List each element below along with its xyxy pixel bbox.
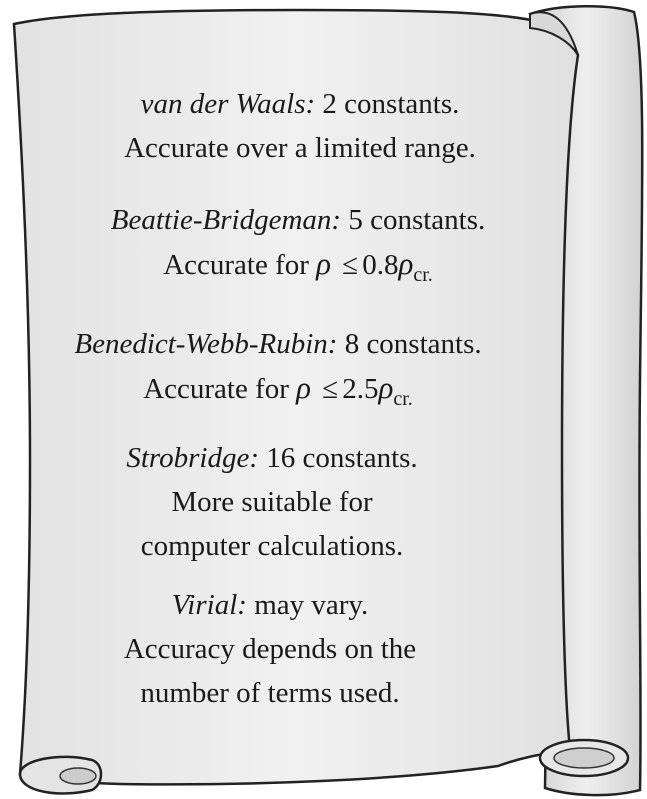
entry-description: Accurate for $\rho \le 0.8\rho_{cr.}$: [163, 246, 433, 286]
constants-count: 16 constants.: [266, 442, 418, 474]
leq-symbol: ≤: [322, 373, 339, 405]
entry-van-der-waals: [30, 82, 570, 170]
leq-symbol: ≤: [342, 249, 359, 281]
entry-heading: Strobridge: 16 constants.: [126, 442, 418, 474]
entry-description: Accurate over a limited range.: [124, 132, 476, 164]
rho-symbol: ρ: [398, 246, 414, 281]
density-coefficient: 2.5: [342, 373, 379, 405]
rho-symbol: ρ: [296, 370, 312, 405]
entry-description-line: Accuracy depends on the: [123, 633, 417, 665]
entry-description-line: computer calculations.: [140, 530, 404, 562]
critical-subscript: cr.: [413, 264, 433, 286]
entry-beattie-bridgeman: [28, 198, 568, 287]
entry-description-line: More suitable for: [171, 486, 373, 518]
entry-heading: Beattie-Bridgeman: 5 constants.: [110, 204, 486, 236]
rho-symbol: ρ: [316, 246, 332, 281]
equation-name: Strobridge: [126, 442, 250, 474]
equation-name: Beattie-Bridgeman: [110, 204, 332, 236]
constants-count: 5 constants.: [348, 204, 486, 236]
entry-strobridge: [2, 436, 542, 568]
entry-heading: van der Waals: 2 constants.: [140, 88, 460, 120]
equation-name: van der Waals: [140, 88, 306, 120]
entry-heading: Benedict-Webb-Rubin: 8 constants.: [74, 328, 482, 360]
rho-symbol: ρ: [378, 370, 394, 405]
equation-name: Virial: [171, 589, 238, 621]
critical-subscript: cr.: [393, 388, 413, 410]
entry-benedict-webb-rubin: [8, 322, 548, 411]
constants-count: 8 constants.: [344, 328, 482, 360]
equation-name: Benedict-Webb-Rubin: [74, 328, 328, 360]
constants-count: may vary.: [254, 589, 369, 621]
entry-description: Accurate for $\rho \le 2.5\rho_{cr.}$: [143, 370, 413, 410]
entry-virial: [0, 583, 540, 715]
entry-description-line: number of terms used.: [140, 677, 400, 709]
entry-heading: Virial: may vary.: [171, 589, 369, 621]
density-coefficient: 0.8: [362, 249, 399, 281]
constants-count: 2 constants.: [322, 88, 460, 120]
